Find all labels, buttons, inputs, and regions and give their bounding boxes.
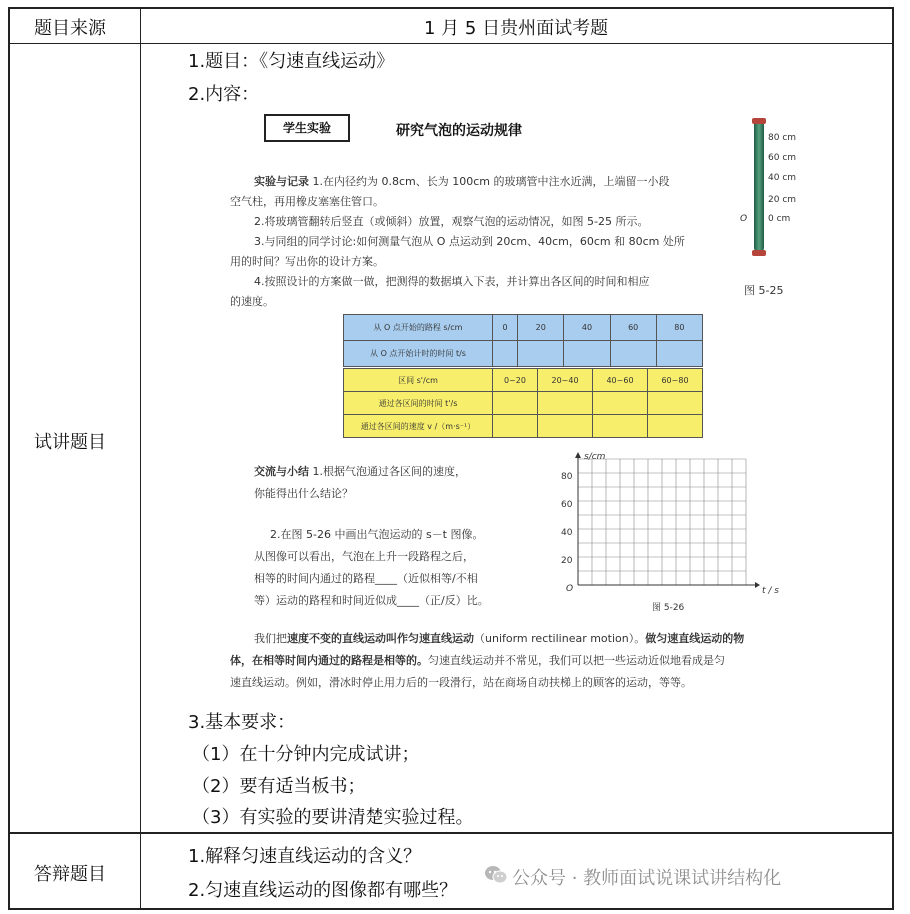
table1-cell: 80 — [656, 315, 702, 341]
figure-5-26-caption: 图 5-26 — [652, 603, 685, 613]
table1-empty-cell — [656, 341, 702, 367]
experiment-badge: 学生实验 — [264, 114, 350, 142]
requirement-item-2: （2）要有适当板书； — [192, 776, 366, 797]
tube-mark-20: 20 cm — [768, 195, 797, 205]
table-right-border — [892, 7, 894, 910]
summary-2-line3: 相等的时间内通过的路程____（近似相等/不相 — [254, 572, 478, 585]
tube-stopper-top — [752, 118, 766, 124]
table1-row2-label: 从 O 点开始计时的时间 t/s — [344, 341, 493, 367]
requirement-item-1: （1）在十分钟内完成试讲； — [192, 744, 420, 765]
definition-bold-3: 体，在相等时间内通过的路程是相等的。 — [230, 654, 428, 667]
lecture-label: 试讲题目 — [34, 432, 106, 453]
defense-question-2: 2.匀速直线运动的图像都有哪些？ — [188, 880, 458, 901]
graph-y-tick-40: 40 — [561, 528, 573, 538]
summary-heading: 交流与小结 — [254, 465, 309, 478]
st-graph-grid — [560, 450, 760, 615]
definition-line-3: 速直线运动。例如，滑冰时停止用力后的一段滑行，站在商场自动扶梯上的顾客的运动，等等。 — [230, 676, 692, 689]
content-label: 2.内容： — [188, 84, 260, 105]
table1-empty-cell — [518, 341, 564, 367]
y-axis-arrow — [575, 452, 581, 458]
table2-row1-label: 区间 s'/cm — [344, 369, 493, 392]
table2-row2-label: 通过各区间的时间 t'/s — [344, 392, 493, 415]
x-axis-arrow — [755, 582, 760, 588]
step-3-text: 3.与同组的同学讨论:如何测量气泡从 O 点运动到 20cm、40cm，60cm 和 80cm 处所 — [254, 235, 685, 248]
graph-origin: O — [566, 584, 574, 594]
table2-row3-label: 通过各区间的速度 v /（m·s⁻¹） — [344, 415, 493, 438]
tube-mark-80: 80 cm — [768, 133, 797, 143]
step-3-text-cont: 用的时间？写出你的设计方案。 — [230, 255, 384, 268]
tube-mark-60: 60 cm — [768, 153, 797, 163]
definition-lead: 我们把 — [254, 632, 287, 645]
step-1-text-cont: 空气柱，再用橡皮塞塞住管口。 — [230, 195, 384, 208]
experiment-record-heading: 实验与记录 — [254, 175, 309, 188]
defense-label: 答辩题目 — [34, 864, 106, 885]
table2-empty-cell — [493, 415, 538, 438]
tube-origin-label: O — [740, 214, 748, 224]
tube-mark-0: 0 cm — [768, 214, 791, 224]
distance-time-table — [343, 314, 703, 367]
source-label: 题目来源 — [34, 18, 106, 39]
table2-cell: 0~20 — [493, 369, 538, 392]
graph-y-tick-80: 80 — [561, 472, 573, 482]
requirement-item-3: （3）有实验的要讲清楚实验过程。 — [192, 807, 474, 828]
table1-cell: 40 — [564, 315, 610, 341]
table2-empty-cell — [538, 415, 593, 438]
table-left-border — [8, 7, 10, 910]
graph-y-label: s/cm — [584, 452, 606, 462]
column-divider — [140, 7, 141, 910]
table2-cell: 40~60 — [593, 369, 648, 392]
graph-y-tick-60: 60 — [561, 500, 573, 510]
definition-english: （uniform rectilinear motion）。 — [474, 632, 646, 645]
graph-x-label: t / s — [762, 586, 779, 596]
wechat-icon — [484, 864, 508, 886]
definition-line-2: 匀速直线运动并不常见，我们可以把一些运动近似地看成是匀 — [428, 654, 725, 667]
table2-empty-cell — [538, 392, 593, 415]
figure-5-25-caption: 图 5-25 — [744, 284, 784, 297]
step-4-text-cont: 的速度。 — [230, 295, 274, 308]
table2-cell: 60~80 — [648, 369, 703, 392]
table2-empty-cell — [493, 392, 538, 415]
table2-empty-cell — [648, 415, 703, 438]
summary-2-line2: 从图像可以看出，气泡在上升一段路程之后， — [254, 550, 474, 563]
defense-question-1: 1.解释匀速直线运动的含义？ — [188, 846, 422, 867]
source-value: 1 月 5 日贵州面试考题 — [424, 18, 609, 39]
glass-tube — [754, 120, 764, 252]
lecture-topic: 1.题目：《匀速直线运动》 — [188, 51, 395, 72]
definition-bold-1: 速度不变的直线运动叫作匀速直线运动 — [287, 632, 474, 645]
table1-cell: 60 — [610, 315, 656, 341]
graph-y-tick-20: 20 — [561, 556, 573, 566]
tube-stopper-bottom — [752, 250, 766, 256]
summary-1-cont: 你能得出什么结论？ — [254, 487, 353, 500]
interval-speed-table — [343, 368, 703, 438]
table2-cell: 20~40 — [538, 369, 593, 392]
table1-empty-cell — [564, 341, 610, 367]
step-2-text: 2.将玻璃管翻转后竖直（或倾斜）放置，观察气泡的运动情况，如图 5-25 所示。 — [254, 215, 649, 228]
table1-row1-label: 从 O 点开始的路程 s/cm — [344, 315, 493, 341]
step-1-text: 1.在内径约为 0.8cm、长为 100cm 的玻璃管中注水近满，上端留一小段 — [312, 175, 670, 188]
watermark-text: 公众号 · 教师面试说课试讲结构化 — [512, 868, 782, 889]
step-4-text: 4.按照设计的方案做一做，把测得的数据填入下表，并计算出各区间的时间和相应 — [254, 275, 650, 288]
table1-cell: 0 — [493, 315, 518, 341]
summary-1: 1.根据气泡通过各区间的速度， — [312, 465, 466, 478]
table2-empty-cell — [593, 415, 648, 438]
table1-cell: 20 — [518, 315, 564, 341]
definition-bold-2: 做匀速直线运动的物 — [645, 632, 745, 645]
table1-empty-cell — [493, 341, 518, 367]
table2-empty-cell — [593, 392, 648, 415]
requirements-title: 3.基本要求： — [188, 712, 296, 733]
summary-2: 2.在图 5-26 中画出气泡运动的 s－t 图像。 — [270, 528, 484, 541]
summary-2-line4: 等）运动的路程和时间近似成____（正/反）比。 — [254, 594, 489, 607]
excerpt-title: 研究气泡的运动规律 — [396, 123, 522, 139]
tube-mark-40: 40 cm — [768, 173, 797, 183]
table2-empty-cell — [648, 392, 703, 415]
table1-empty-cell — [610, 341, 656, 367]
